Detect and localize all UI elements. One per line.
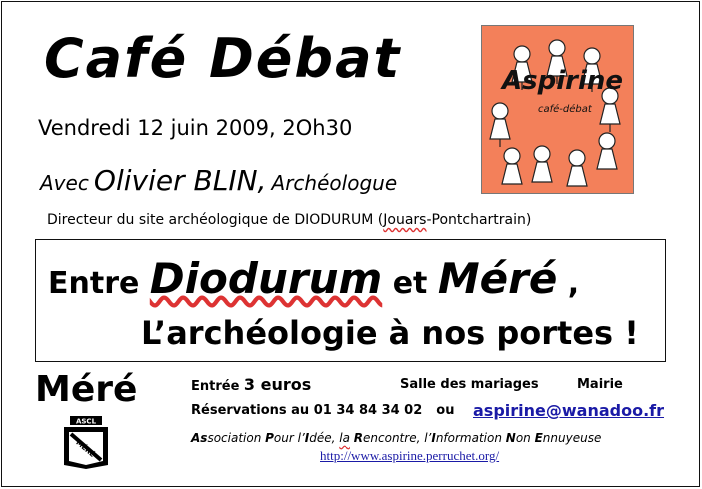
director-line [47, 212, 531, 228]
ascl-emblem-icon [62, 415, 110, 470]
mairie: Mairie [577, 377, 623, 392]
assoc-text: encontre, l’ [363, 431, 432, 445]
logo-subtitle: café-débat [538, 104, 592, 115]
email-link[interactable]: aspirine@wanadoo.fr [473, 401, 665, 420]
assoc-text: our l’ [273, 431, 305, 445]
director-suffix: -Pontchartrain) [426, 212, 532, 228]
headline-box [35, 239, 666, 362]
headline-line-1 [48, 254, 579, 303]
assoc-initial: R [353, 431, 364, 445]
assoc-initial: I [431, 431, 436, 445]
assoc-initial: As [191, 431, 208, 445]
assoc-initial: E [534, 431, 543, 445]
director-prefix: Directeur du site archéologique de DIODURUM ( [47, 212, 384, 228]
event-date: Vendredi 12 juin 2009, 2Oh30 [38, 116, 353, 140]
emblem-body-label: MÉRÉ [74, 438, 97, 459]
director-place: Jouars [383, 212, 427, 228]
logo-title: Aspirine [502, 66, 623, 96]
speaker-line [40, 164, 397, 197]
assoc-text: nformation [435, 431, 506, 445]
headline-comma: , [557, 266, 580, 301]
avec-label: Avec [40, 171, 89, 195]
assoc-initial: I [304, 431, 310, 445]
assoc-text: sociation [207, 431, 266, 445]
reservation-label: Réservations au 01 34 84 34 02 [191, 403, 423, 418]
entry-price: 3 euros [243, 375, 312, 394]
speaker-role: Archéologue [271, 171, 398, 195]
assoc-text: on [515, 431, 535, 445]
headline-diodurum: Diodurum [149, 254, 383, 303]
assoc-text: dée, [309, 431, 340, 445]
association-line [191, 431, 601, 445]
venue: Salle des mariages [400, 377, 539, 392]
headline-mere: Méré [437, 254, 558, 303]
assoc-text: la [339, 431, 350, 445]
headline-et: et [382, 266, 438, 301]
website-link[interactable]: http://www.aspirine.perruchet.org/ [320, 448, 500, 463]
reservation-line [191, 403, 454, 418]
headline-entre: Entre [48, 266, 150, 301]
entry-line [191, 375, 311, 394]
aspirine-logo [481, 25, 634, 194]
assoc-text: nnuyeuse [542, 431, 602, 445]
assoc-initial: N [505, 431, 516, 445]
emblem-top-label: ASCL [75, 417, 97, 426]
assoc-initial: P [265, 431, 274, 445]
speaker-name: Olivier BLIN [93, 164, 258, 197]
town-name: Méré [35, 369, 138, 410]
headline-line-2: L’archéologie à nos portes ! [141, 314, 639, 352]
reservation-or: ou [436, 403, 455, 418]
title: Café Débat [44, 27, 402, 90]
speaker-sep: , [257, 164, 267, 197]
entry-label: Entrée [191, 379, 244, 394]
